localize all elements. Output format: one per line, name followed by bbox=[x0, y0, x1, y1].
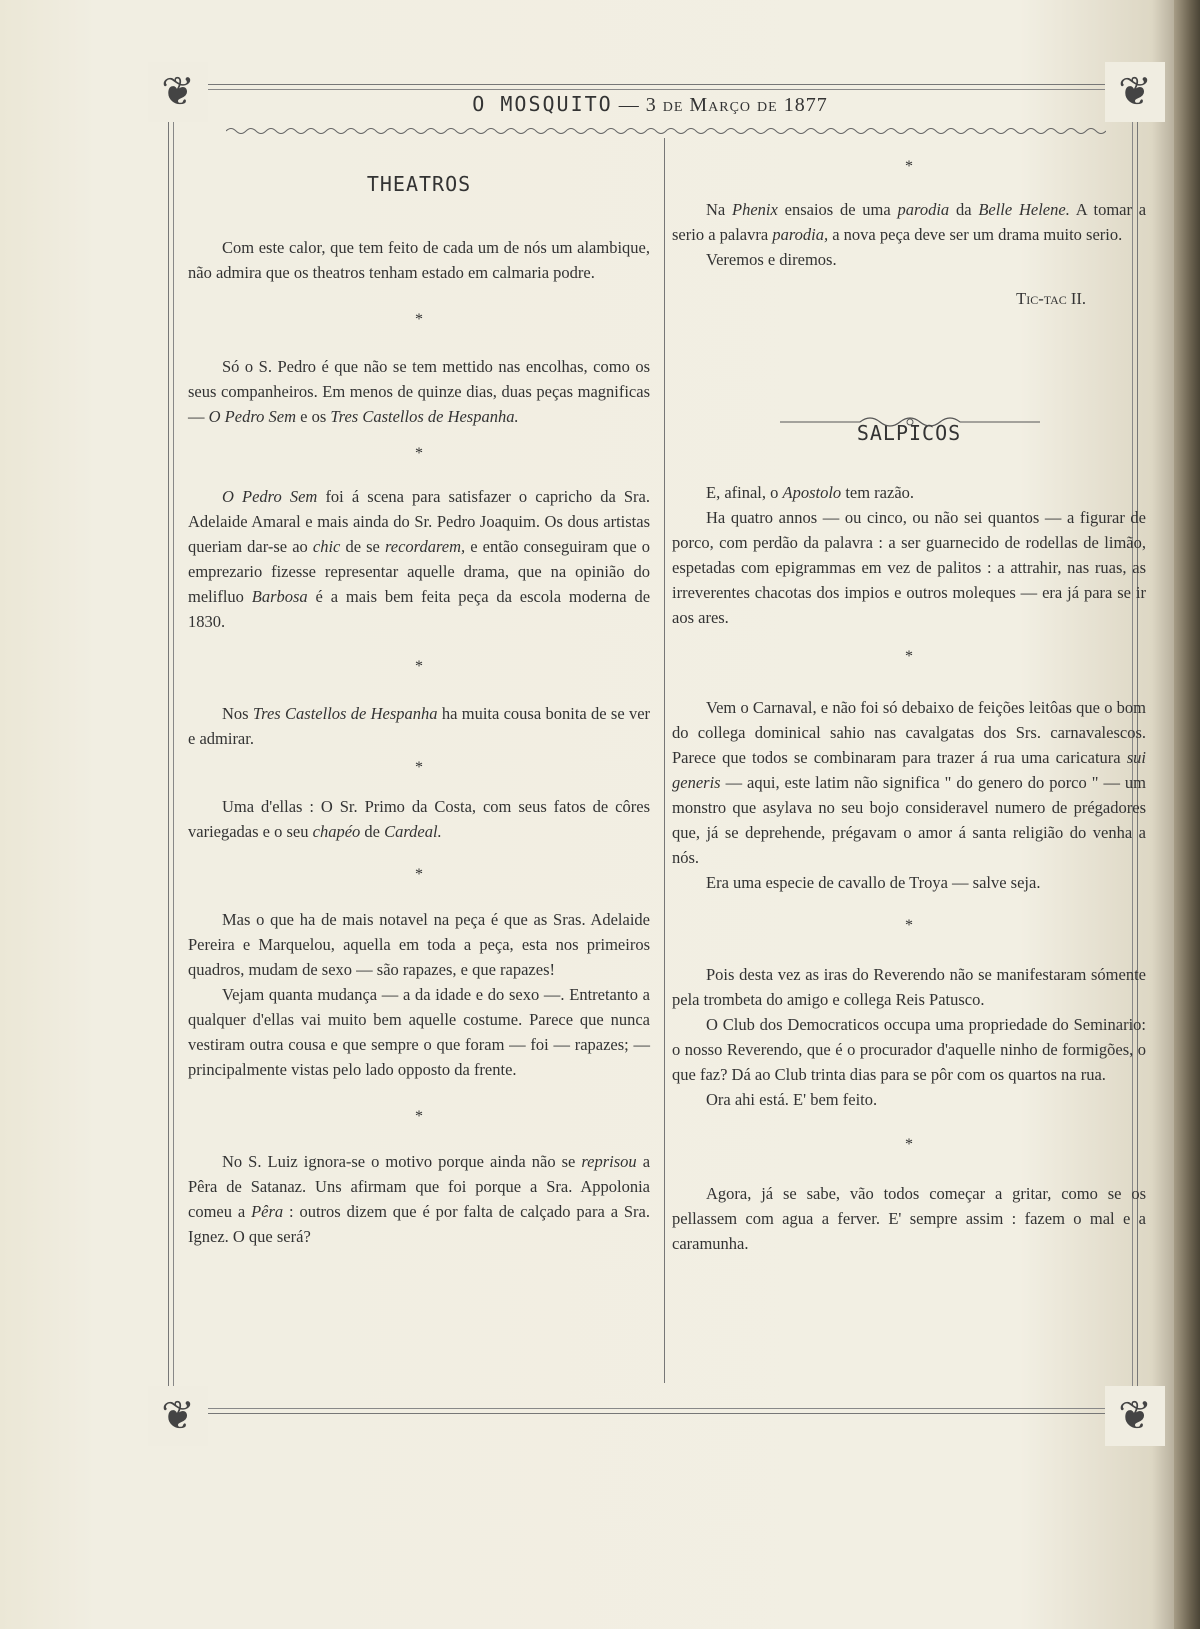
section-star: * bbox=[905, 917, 913, 934]
issue-date: 3 de Março de 1877 bbox=[645, 94, 828, 116]
section-title-theatros: THEATROS bbox=[366, 172, 472, 196]
paragraph: Vem o Carnaval, e não foi só debaixo de feições leitôas que o bom do collega dominical sahio nas cavalgatas dos Srs. carnavalescos. Parece que todos se combinaram para trazer á rua uma caricatura sui generis — aqui, este latim não significa " do genero do porco " — um monstro que asylava no seu bojo consideravel numero de prégadores que, já se deprehende, prégavam o amor á santa religião do venha a nós. bbox=[672, 698, 1147, 867]
page-header bbox=[240, 92, 1060, 126]
paragraph: Ha quatro annos — ou cinco, ou não sei quantos — a figurar de porco, com perdão da palavra : a ser guarnecido de rodellas de limão, espetadas com epigrammas em vez de palitos : a attrahir, nas ruas, as irreverentes chacotas dos impios e outros moleques — era já para se ir aos ares. bbox=[672, 508, 1146, 627]
paragraph: Na Phenix ensaios de uma parodia da Belle Helene. A tomar a serio a palavra parodia, a nova peça deve ser um drama muito serio. bbox=[672, 200, 1147, 244]
paragraph: Veremos e diremos. bbox=[706, 250, 837, 269]
newspaper-name: O MOSQUITO bbox=[472, 92, 613, 116]
header-separator: — bbox=[618, 94, 640, 116]
paragraph: Pois desta vez as iras do Reverendo não se manifestaram sómente pela trombeta do amigo e collega Reis Patusco. bbox=[672, 965, 1146, 1009]
paragraph: O Pedro Sem foi á scena para satisfazer o capricho da Sra. Adelaide Amaral e mais ainda do Sr. Pedro Joaquim. Os dous artistas queriam dar-se ao chic de se recordarem, e então conseguiram que o emprezario fizesse representar aquelle drama, que na opinião do melifluo Barbosa é a mais bem feita peça da escola moderna de 1830. bbox=[188, 487, 651, 631]
fleuron-corner-icon: ❦ bbox=[1105, 62, 1165, 122]
paragraph: Mas o que ha de mais notavel na peça é que as Sras. Adelaide Pereira e Marquelou, aquella em toda a peça, esta nos primeiros quadros, mudam de sexo — são rapazes, e que rapazes! bbox=[188, 910, 650, 979]
section-star: * bbox=[415, 866, 423, 883]
wavy-rule-icon bbox=[226, 126, 1106, 136]
paragraph: Com este calor, que tem feito de cada um de nós um alambique, não admira que os theatros tenham estado em calmaria podre. bbox=[188, 238, 650, 282]
section-star: * bbox=[415, 759, 423, 776]
section-star: * bbox=[415, 658, 423, 675]
paragraph: Vejam quanta mudança — a da idade e do sexo —. Entretanto a qualquer d'ellas vai muito bem aquelle costume. Parece que nunca vestiram outra cousa e que sempre o que foram — foi — rapazes; — principalmente vistas pelo lado opposto da frente. bbox=[188, 985, 650, 1079]
section-star: * bbox=[905, 648, 913, 665]
section-star: * bbox=[415, 445, 423, 462]
paragraph: Ora ahi está. E' bem feito. bbox=[706, 1090, 878, 1109]
scroll-ornament-icon bbox=[780, 412, 1040, 432]
paragraph: Agora, já se sabe, vão todos começar a gritar, como se os pellassem com agua a ferver. E' sempre assim : fazem o mal e a caramunha. bbox=[672, 1184, 1146, 1253]
paragraph: Uma d'ellas : O Sr. Primo da Costa, com seus fatos de côres variegadas e o seu chapéo de Cardeal. bbox=[188, 797, 650, 841]
fleuron-corner-icon: ❦ bbox=[1105, 1386, 1165, 1446]
paragraph: O Club dos Democraticos occupa uma propriedade do Seminario: o nosso Reverendo, que é o procurador d'aquelle ninho de formigões, o que faz? Dá ao Club trinta dias para se pôr com os quartos na rua. bbox=[672, 1015, 1146, 1084]
column-left bbox=[188, 140, 650, 1249]
paragraph: Só o S. Pedro é que não se tem mettido nas encolhas, como os seus companheiros. Em menos de quinze dias, duas peças magnificas — O Pedro Sem e os Tres Castellos de Hespanha. bbox=[188, 357, 650, 426]
column-right bbox=[672, 140, 1146, 1256]
section-star: * bbox=[905, 158, 913, 175]
section-title-salpicos: SALPICOS bbox=[856, 421, 962, 445]
paragraph: Era uma especie de cavallo de Troya — salve seja. bbox=[706, 873, 1041, 892]
paragraph: E, afinal, o Apostolo tem razão. bbox=[706, 483, 915, 502]
section-star: * bbox=[415, 1108, 423, 1125]
paragraph: No S. Luiz ignora-se o motivo porque ainda não se reprisou a Pêra de Satanaz. Uns afirmam que foi porque a Sra. Appolonia comeu a Pêra : outros dizem que é por falta de calçado para a Sra. Ignez. O que será? bbox=[188, 1152, 651, 1246]
signature: Tic-tac II. bbox=[1016, 289, 1086, 308]
section-star: * bbox=[415, 311, 423, 328]
paragraph: Nos Tres Castellos de Hespanha ha muita cousa bonita de se ver e admirar. bbox=[188, 704, 651, 748]
fleuron-corner-icon: ❦ bbox=[148, 62, 208, 122]
column-divider bbox=[664, 138, 665, 1383]
fleuron-corner-icon: ❦ bbox=[148, 1386, 208, 1446]
section-star: * bbox=[905, 1136, 913, 1153]
book-binding-edge bbox=[1174, 0, 1200, 1629]
